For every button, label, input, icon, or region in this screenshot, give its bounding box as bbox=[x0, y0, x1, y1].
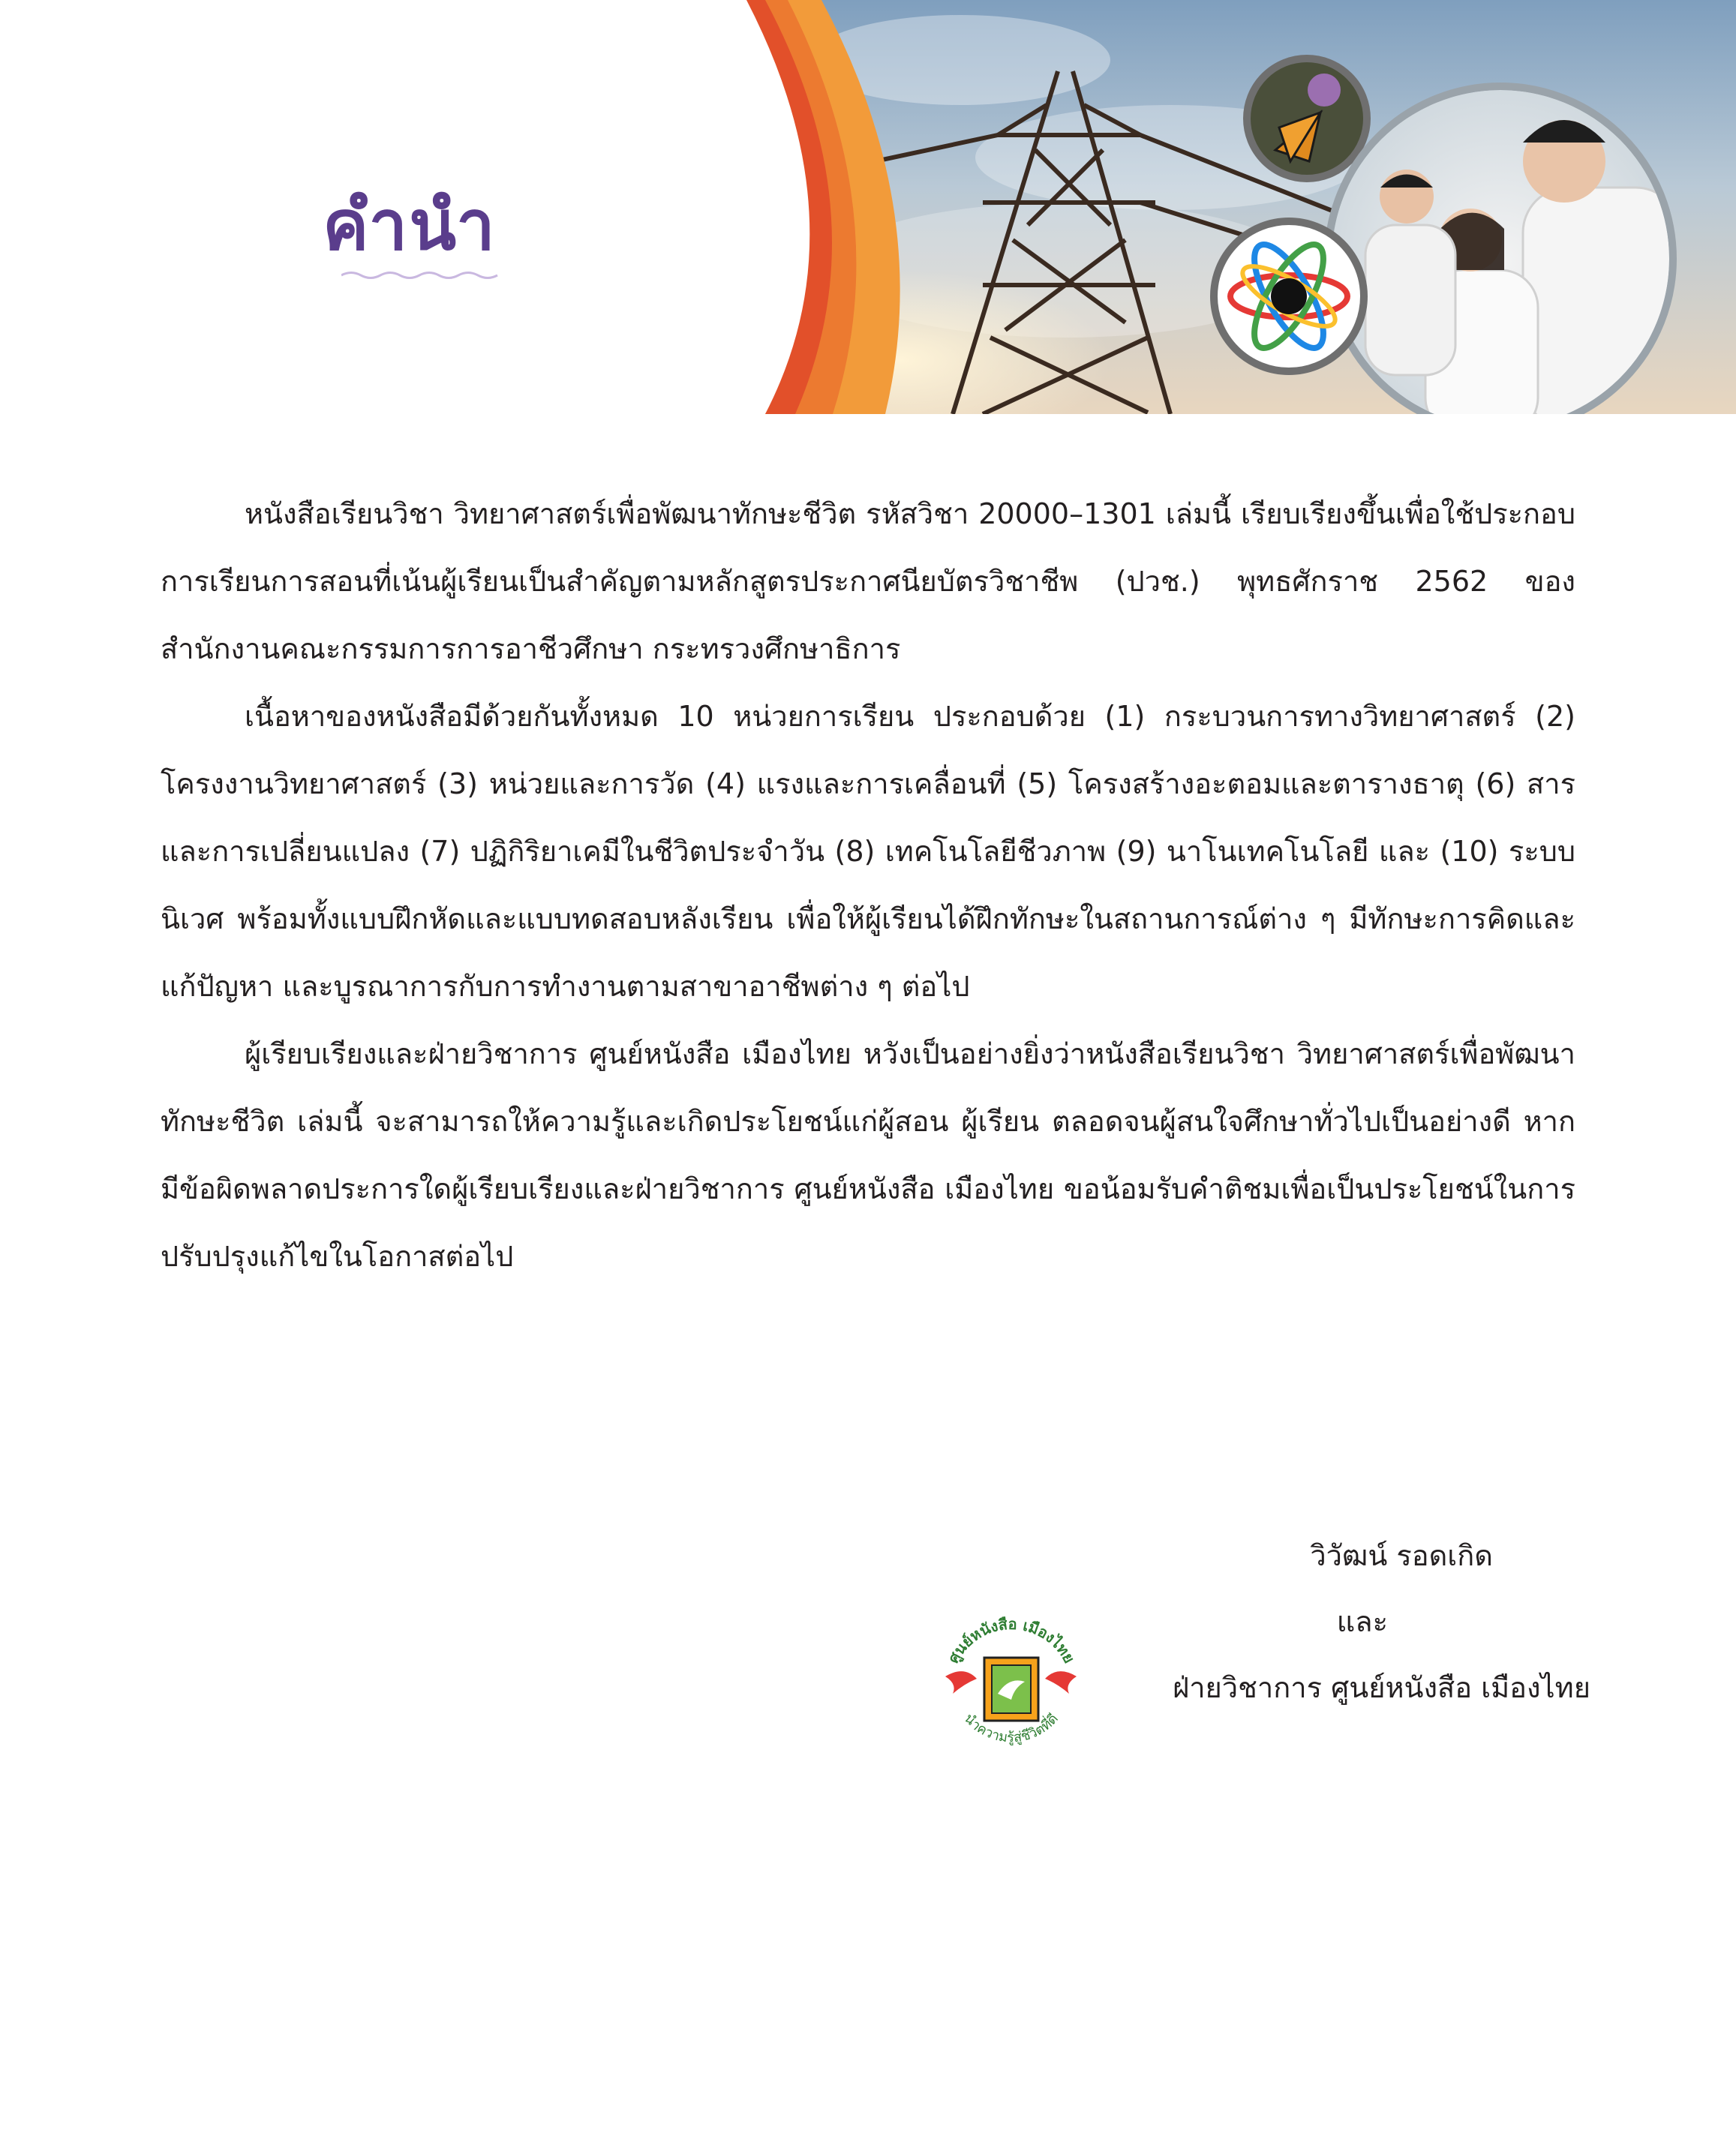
atom-icon bbox=[1214, 221, 1364, 371]
paragraph-contents: เนื้อหาของหนังสือมีด้วยกันทั้งหมด 10 หน่วยการเรียน ประกอบด้วย (1) กระบวนการทางวิทยาศาสตร์ (2) โครงงานวิทยาศาสตร์ (3) หน่วยและการวัด (4) แรงและการเคลื่อนที่ (5) โครงสร้างอะตอมและตารางธาตุ (6) สารและการเปลี่ยนแปลง (7) ปฏิกิริยาเคมีในชีวิตประจำวัน (8) เทคโนโลยีชีวภาพ (9) นาโนเทคโนโลยี และ (10) ระบบนิเวศ พร้อมทั้งแบบฝึกหัดและแบบทดสอบหลังเรียน เพื่อให้ผู้เรียนได้ฝึกทักษะในสถานการณ์ต่าง ๆ มีทักษะการคิดและแก้ปัญหา และบูรณาการกับการทำงานตามสาขาอาชีพต่าง ๆ ต่อไป bbox=[161, 700, 1575, 1003]
signature-block bbox=[1080, 1523, 1590, 1721]
svg-text:ศูนย์หนังสือ เมืองไทย: ศูนย์หนังสือ เมืองไทย bbox=[944, 1614, 1079, 1667]
book-icon bbox=[984, 1658, 1038, 1721]
author-name: วิวัฒน์ รอดเกิด bbox=[1310, 1539, 1493, 1572]
department-name: ฝ่ายวิชาการ ศูนย์หนังสือ เมืองไทย bbox=[1172, 1671, 1590, 1704]
signature-and: และ bbox=[1336, 1605, 1388, 1638]
publisher-logo bbox=[930, 1605, 1092, 1766]
preface-body bbox=[161, 480, 1575, 1290]
header-banner bbox=[0, 0, 1736, 414]
paragraph-closing: ผู้เรียบเรียงและฝ่ายวิชาการ ศูนย์หนังสือ เมืองไทย หวังเป็นอย่างยิ่งว่าหนังสือเรียนวิชา วิทยาศาสตร์เพื่อพัฒนาทักษะชีวิต เล่มนี้ จะสามารถให้ความรู้และเกิดประโยชน์แก่ผู้สอน ผู้เรียน ตลอดจนผู้สนใจศึกษาทั่วไปเป็นอย่างดี หากมีข้อผิดพลาดประการใดผู้เรียบเรียงและฝ่ายวิชาการ ศูนย์หนังสือ เมืองไทย ขอน้อมรับคำติชมเพื่อเป็นประโยชน์ในการปรับปรุงแก้ไขในโอกาสต่อไป bbox=[161, 1037, 1575, 1273]
svg-text:นำความรู้สู่ชีวิตที่ดี: นำความรู้สู่ชีวิตที่ดี bbox=[960, 1710, 1062, 1746]
page-title: คำนำ bbox=[323, 185, 497, 266]
paragraph-intro: หนังสือเรียนวิชา วิทยาศาสตร์เพื่อพัฒนาทักษะชีวิต รหัสวิชา 20000–1301 เล่มนี้ เรียบเรียงขึ้นเพื่อใช้ประกอบการเรียนการสอนที่เน้นผู้เรียนเป็นสำคัญตามหลักสูตรประกาศนียบัตรวิชาชีพ (ปวช.) พุทธศักราช 2562 ของสำนักงานคณะกรรมการการอาชีวศึกษา กระทรวงศึกษาธิการ bbox=[161, 497, 1575, 665]
title-underline-decoration bbox=[341, 270, 499, 281]
butterfly-photo-icon bbox=[1247, 59, 1367, 179]
